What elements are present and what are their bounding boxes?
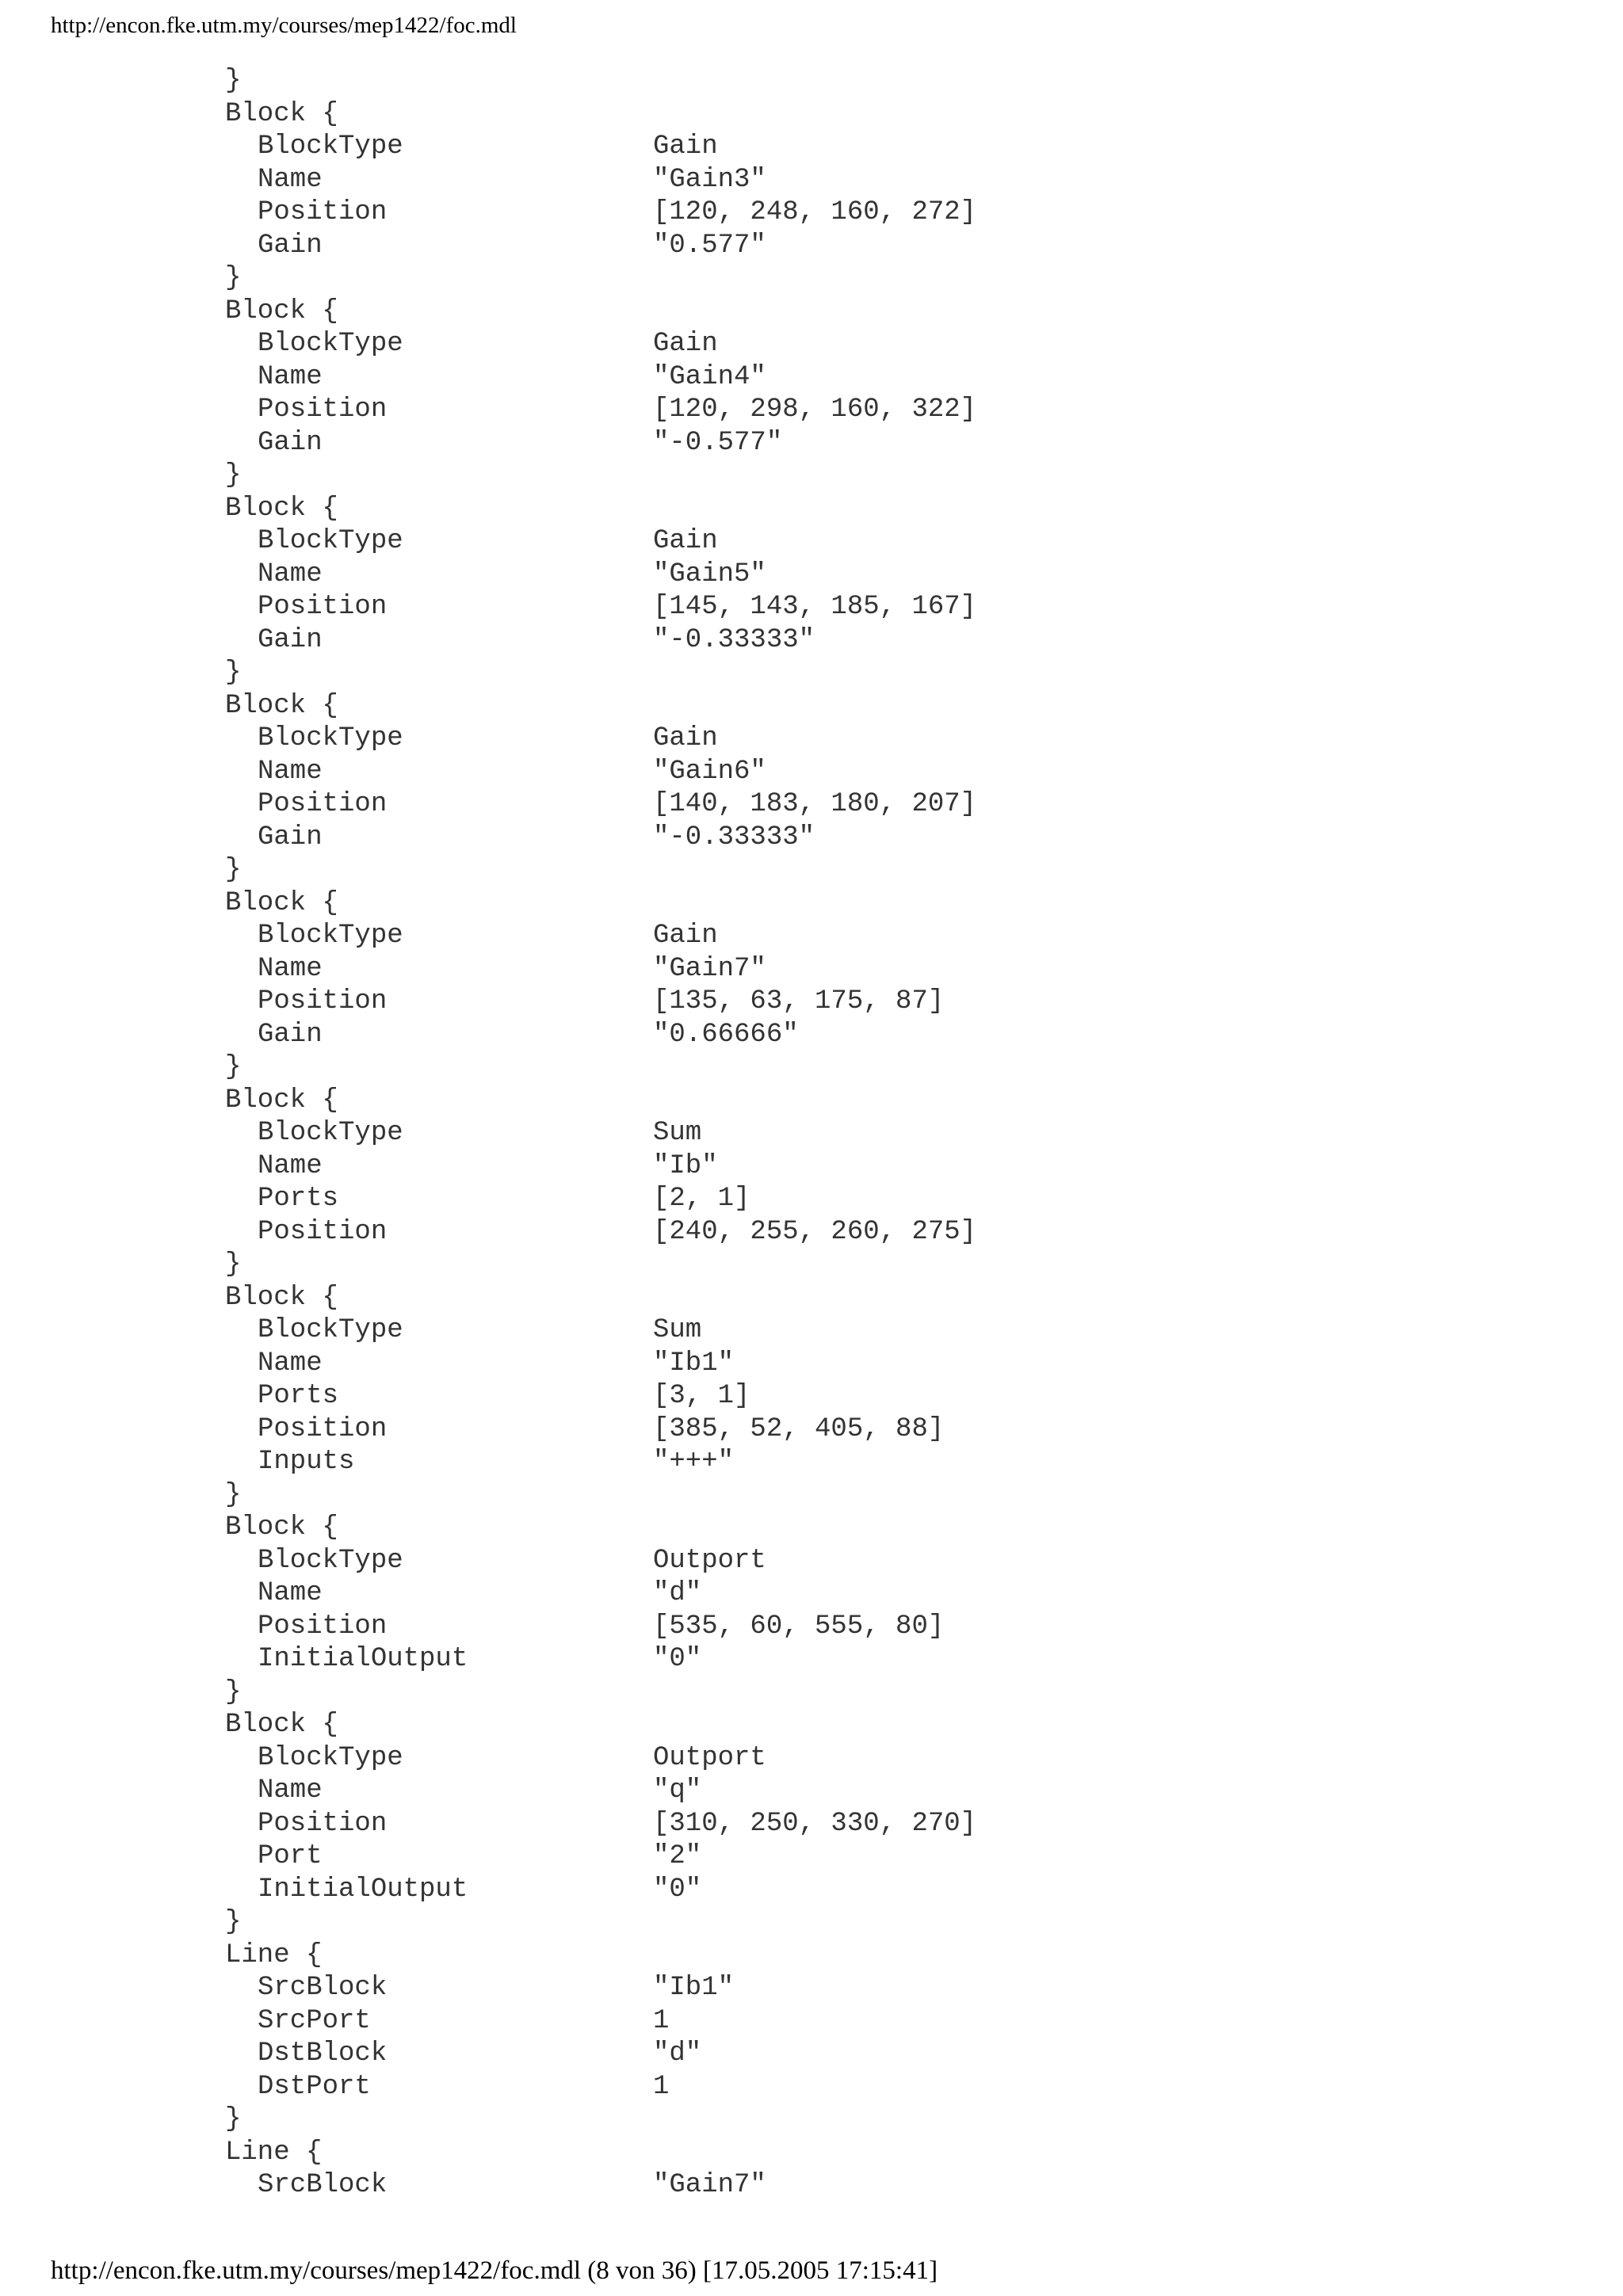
code-key: BlockType xyxy=(258,1118,403,1148)
code-key: DstPort xyxy=(258,2071,371,2102)
code-value: [535, 60, 555, 80] xyxy=(653,1611,945,1642)
code-value: "0.577" xyxy=(653,230,766,261)
code-key: } xyxy=(225,2104,242,2134)
code-key: } xyxy=(225,66,242,96)
code-key: InitialOutput xyxy=(258,1874,468,1905)
code-key: DstBlock xyxy=(258,2039,388,2069)
code-key: Line { xyxy=(225,2137,323,2168)
code-key: Line { xyxy=(225,1939,323,1970)
code-key: Block { xyxy=(225,493,338,524)
code-key: BlockType xyxy=(258,526,403,556)
code-value: "q" xyxy=(653,1775,702,1806)
code-key: } xyxy=(225,263,242,293)
code-key: Name xyxy=(258,559,323,589)
code-value: "Gain4" xyxy=(653,361,766,392)
code-value: [2, 1] xyxy=(653,1184,750,1214)
code-value: "Ib1" xyxy=(653,1973,735,2003)
code-key: Position xyxy=(258,1216,388,1247)
code-value: "-0.577" xyxy=(653,427,783,458)
code-value: "Ib" xyxy=(653,1150,718,1181)
code-value: "Ib1" xyxy=(653,1348,735,1379)
code-value: "0" xyxy=(653,1644,702,1674)
code-value: 1 xyxy=(653,2005,670,2036)
code-key: Name xyxy=(258,1578,323,1608)
code-value: Outport xyxy=(653,1742,766,1773)
code-value: "0" xyxy=(653,1874,702,1905)
code-value: "d" xyxy=(653,1578,702,1608)
code-key: Position xyxy=(258,592,388,622)
code-key: BlockType xyxy=(258,1545,403,1576)
code-key: Block { xyxy=(225,887,338,918)
code-key: } xyxy=(225,1676,242,1707)
code-key: Block { xyxy=(225,1512,338,1543)
code-value: Gain xyxy=(653,921,718,951)
code-key: SrcBlock xyxy=(258,1973,388,2003)
code-value: "Gain3" xyxy=(653,164,766,195)
code-key: Position xyxy=(258,1413,388,1444)
code-key: } xyxy=(225,1479,242,1510)
code-value: Sum xyxy=(653,1315,702,1345)
code-key: Gain xyxy=(258,230,323,261)
code-value: [120, 298, 160, 322] xyxy=(653,395,977,425)
code-key: } xyxy=(225,855,242,885)
code-value: [3, 1] xyxy=(653,1381,750,1411)
code-key: BlockType xyxy=(258,329,403,359)
code-key: Name xyxy=(258,361,323,392)
code-value: "2" xyxy=(653,1841,702,1871)
code-value: "Gain6" xyxy=(653,756,766,787)
code-key: Position xyxy=(258,1808,388,1839)
code-value: [310, 250, 330, 270] xyxy=(653,1808,977,1839)
code-key: BlockType xyxy=(258,132,403,162)
code-value: "-0.33333" xyxy=(653,822,815,852)
code-value: Gain xyxy=(653,329,718,359)
page-header-url: http://encon.fke.utm.my/courses/mep1422/foc.mdl xyxy=(51,13,517,38)
code-key: Position xyxy=(258,395,388,425)
code-value: "Gain7" xyxy=(653,2170,766,2200)
code-value: [385, 52, 405, 88] xyxy=(653,1413,945,1444)
code-key: Ports xyxy=(258,1381,339,1411)
code-key: Port xyxy=(258,1841,323,1871)
code-key: Position xyxy=(258,197,388,227)
code-key: } xyxy=(225,1907,242,1937)
code-key: } xyxy=(225,658,242,688)
code-value: "Gain7" xyxy=(653,953,766,984)
code-value: "Gain5" xyxy=(653,559,766,589)
code-key: Block { xyxy=(225,98,338,129)
code-key: Gain xyxy=(258,822,323,852)
code-key: Name xyxy=(258,164,323,195)
code-key: Block { xyxy=(225,690,338,721)
code-key: Name xyxy=(258,953,323,984)
code-value: "+++" xyxy=(653,1447,735,1477)
code-key: Block { xyxy=(225,1085,338,1116)
code-value: "-0.33333" xyxy=(653,624,815,655)
code-key: Name xyxy=(258,756,323,787)
code-key: Gain xyxy=(258,1019,323,1050)
code-key: BlockType xyxy=(258,1315,403,1345)
code-value: [135, 63, 175, 87] xyxy=(653,986,945,1016)
code-key: Ports xyxy=(258,1184,339,1214)
code-key: Name xyxy=(258,1150,323,1181)
code-key: Position xyxy=(258,986,388,1016)
code-key: Block { xyxy=(225,1710,338,1740)
code-value: "0.66666" xyxy=(653,1019,799,1050)
code-key: BlockType xyxy=(258,723,403,753)
code-value: "d" xyxy=(653,2039,702,2069)
code-value: Outport xyxy=(653,1545,766,1576)
code-value: Gain xyxy=(653,526,718,556)
code-key: Position xyxy=(258,1611,388,1642)
code-key: Name xyxy=(258,1348,323,1379)
code-key: BlockType xyxy=(258,921,403,951)
code-key: SrcPort xyxy=(258,2005,371,2036)
code-value: Gain xyxy=(653,723,718,753)
code-key: Position xyxy=(258,789,388,819)
code-value: [145, 143, 185, 167] xyxy=(653,592,977,622)
code-value: Gain xyxy=(653,132,718,162)
code-key: Gain xyxy=(258,624,323,655)
code-key: SrcBlock xyxy=(258,2170,388,2200)
code-key: Gain xyxy=(258,427,323,458)
code-key: } xyxy=(225,460,242,490)
code-key: InitialOutput xyxy=(258,1644,468,1674)
code-key: Block { xyxy=(225,1282,338,1313)
code-value: Sum xyxy=(653,1118,702,1148)
code-value: 1 xyxy=(653,2071,670,2102)
page-footer: http://encon.fke.utm.my/courses/mep1422/foc.mdl (8 von 36) [17.05.2005 17:15:41] xyxy=(51,2256,938,2285)
code-key: Block { xyxy=(225,296,338,326)
code-key: Name xyxy=(258,1775,323,1806)
code-key: } xyxy=(225,1052,242,1082)
code-key: } xyxy=(225,1249,242,1280)
code-key: Inputs xyxy=(258,1447,355,1477)
code-value: [120, 248, 160, 272] xyxy=(653,197,977,227)
code-value: [240, 255, 260, 275] xyxy=(653,1216,977,1247)
code-value: [140, 183, 180, 207] xyxy=(653,789,977,819)
code-key: BlockType xyxy=(258,1742,403,1773)
